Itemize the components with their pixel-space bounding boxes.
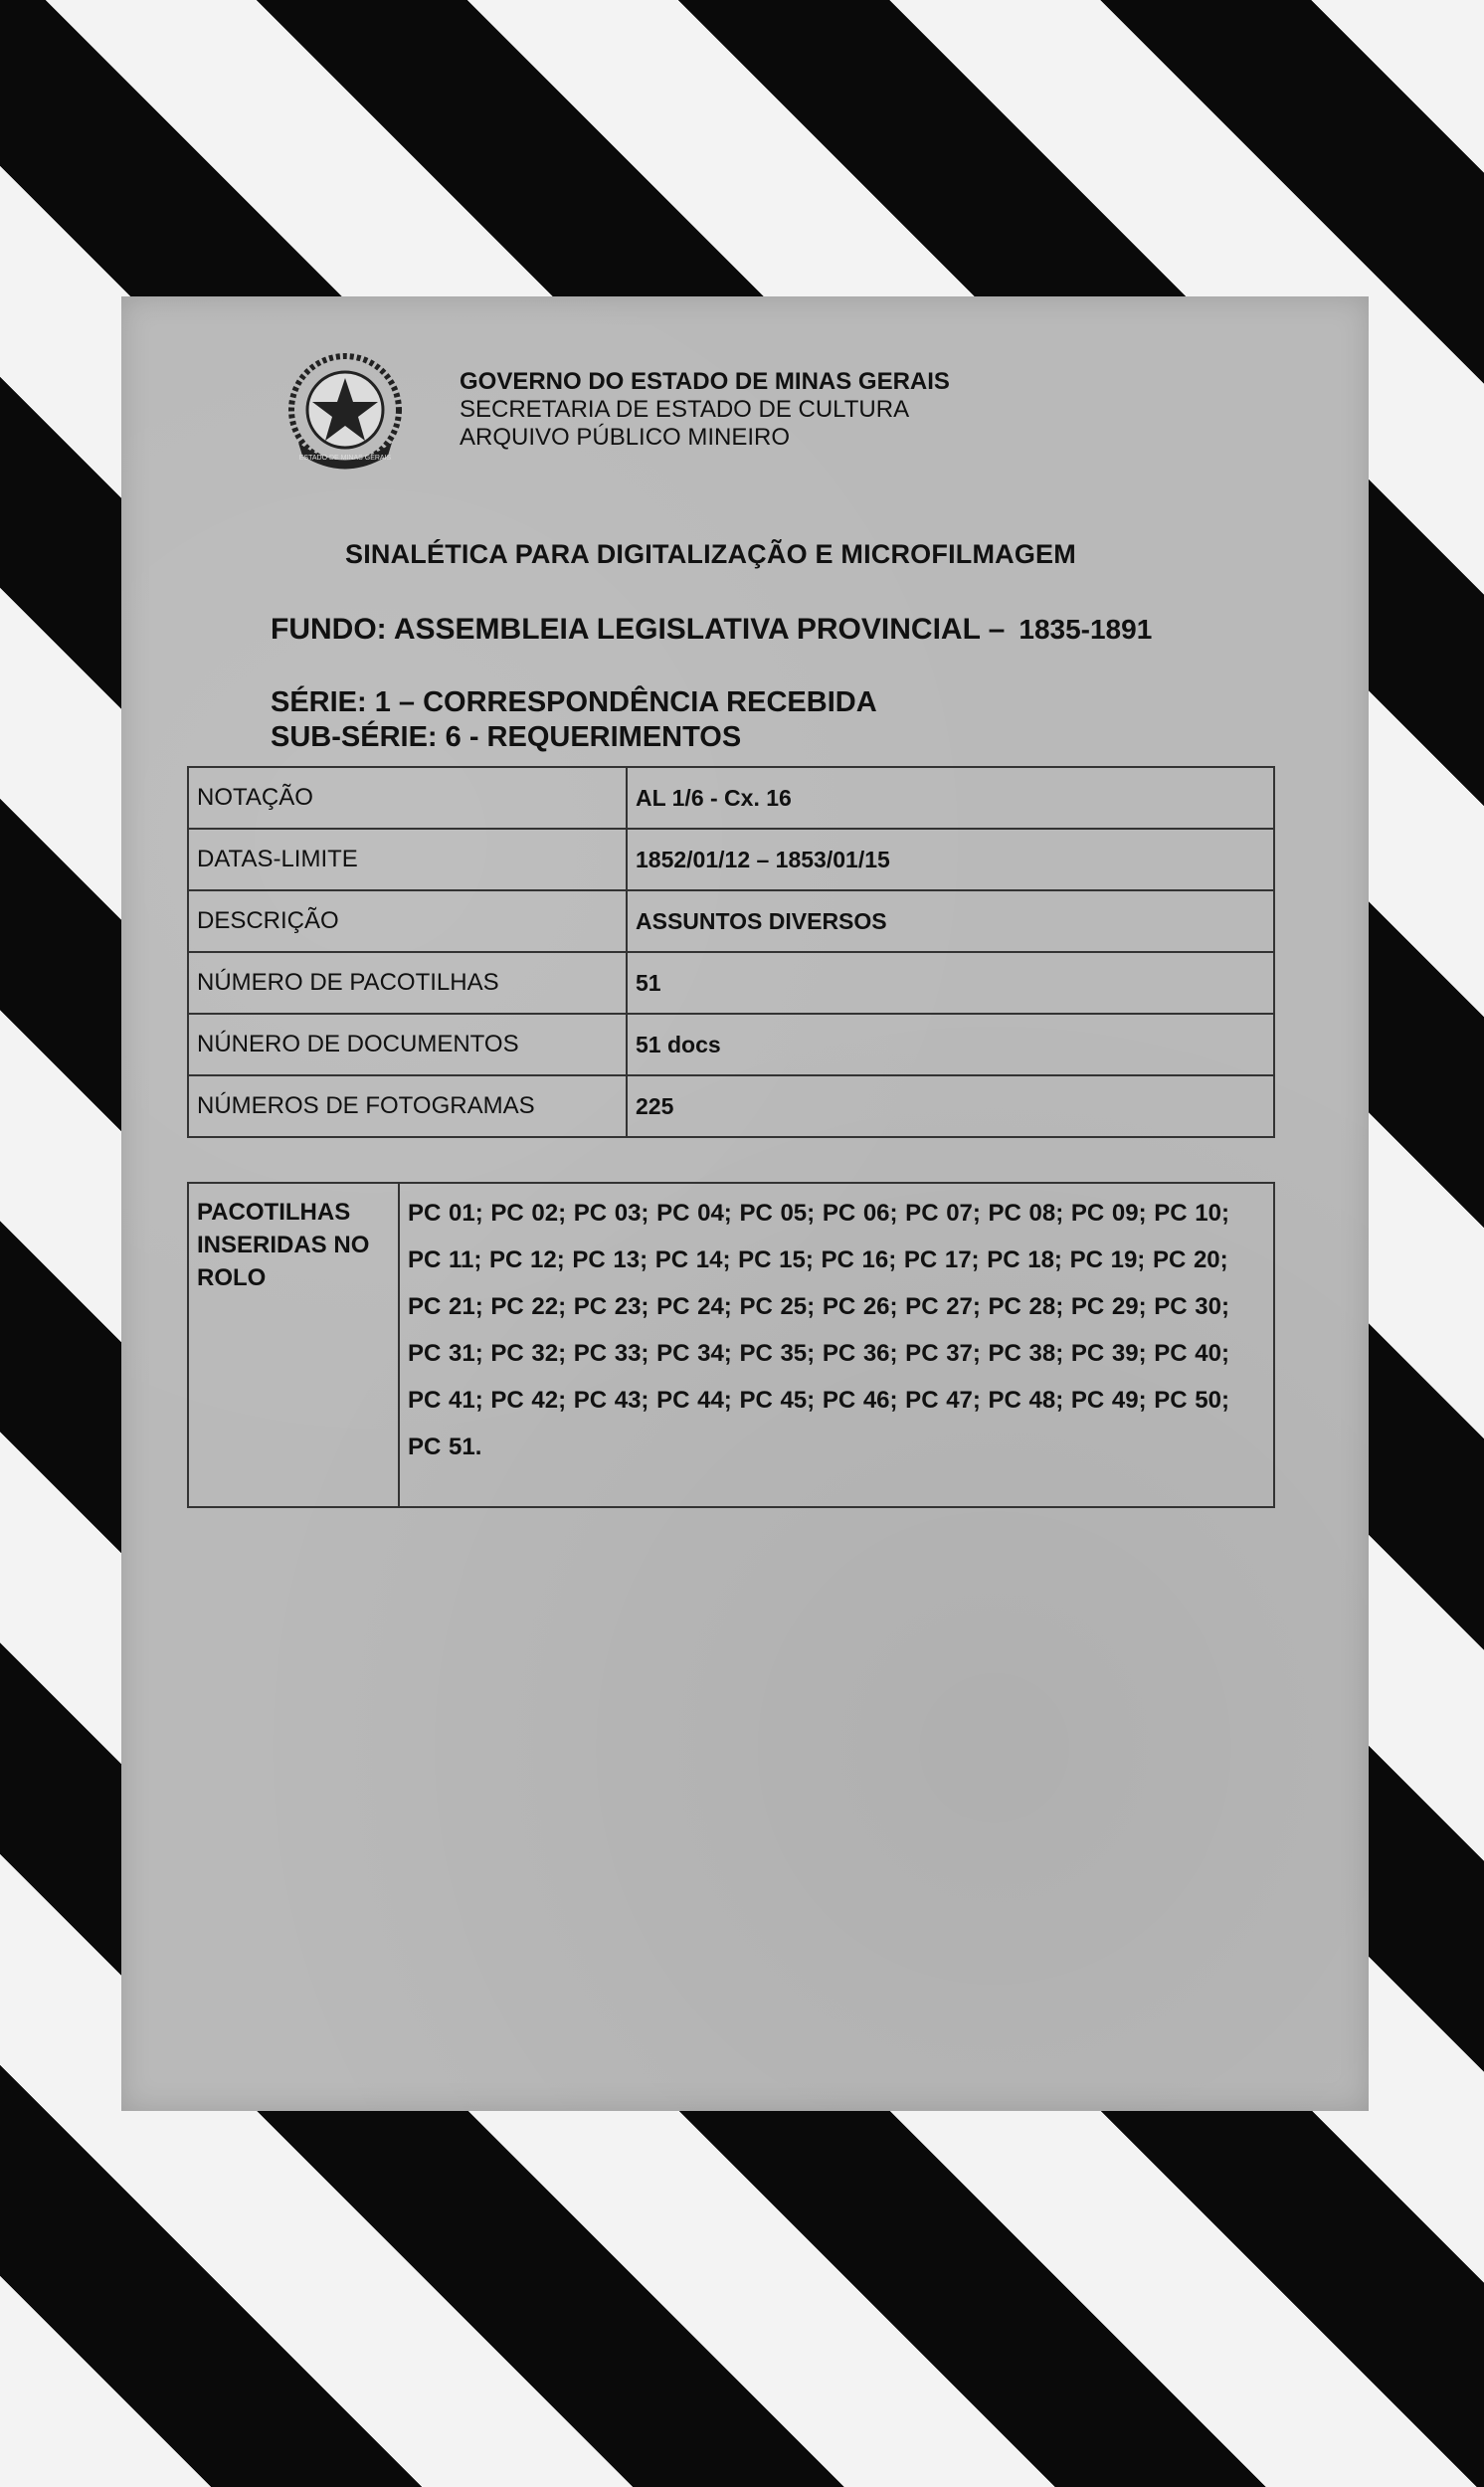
table-row	[188, 829, 1274, 890]
seal-text: ESTADO DE MINAS GERAIS	[298, 455, 392, 462]
table-row	[188, 767, 1274, 829]
notacao-label: NOTAÇÃO	[188, 767, 627, 829]
pacotilhas-table	[187, 1182, 1275, 1508]
pacotilhas-label	[188, 1183, 399, 1507]
institution-header	[460, 368, 950, 452]
descricao-label: DESCRIÇÃO	[188, 890, 627, 952]
pacotilhas-line: PC 41; PC 42; PC 43; PC 44; PC 45; PC 46; PC 47; PC 48; PC 49; PC 50;	[408, 1387, 1229, 1414]
header-line-archive: ARQUIVO PÚBLICO MINEIRO	[460, 424, 791, 451]
pacotilhas-label-line: ROLO	[197, 1264, 267, 1291]
pacotilhas-list	[399, 1183, 1274, 1507]
pacotilhas-line: PC 31; PC 32; PC 33; PC 34; PC 35; PC 36; PC 37; PC 38; PC 39; PC 40;	[408, 1340, 1229, 1367]
fundo-years: 1835-1891	[1019, 614, 1153, 645]
table-row	[188, 1075, 1274, 1137]
numero-fotogramas-value: 225	[627, 1075, 1274, 1137]
serie-line: SÉRIE: 1 – CORRESPONDÊNCIA RECEBIDA	[271, 686, 877, 718]
numero-documentos-value: 51 docs	[627, 1014, 1274, 1075]
metadata-table	[187, 766, 1275, 1138]
numero-pacotilhas-value: 51	[627, 952, 1274, 1014]
header-line-secretariat: SECRETARIA DE ESTADO DE CULTURA	[460, 396, 910, 423]
notacao-value: AL 1/6 - Cx. 16	[627, 767, 1274, 829]
numero-documentos-label: NÚNERO DE DOCUMENTOS	[188, 1014, 627, 1075]
document-card	[121, 296, 1369, 2111]
numero-fotogramas-label: NÚMEROS DE FOTOGRAMAS	[188, 1075, 627, 1137]
table-row	[188, 1183, 1274, 1507]
document-title: SINALÉTICA PARA DIGITALIZAÇÃO E MICROFILMAGEM	[345, 539, 1076, 569]
subserie-line: SUB-SÉRIE: 6 - REQUERIMENTOS	[271, 721, 742, 753]
fundo-line	[271, 613, 1152, 647]
numero-pacotilhas-label: NÚMERO DE PACOTILHAS	[188, 952, 627, 1014]
table-row	[188, 890, 1274, 952]
header-line-government: GOVERNO DO ESTADO DE MINAS GERAIS	[460, 368, 950, 395]
datas-limite-value: 1852/01/12 – 1853/01/15	[627, 829, 1274, 890]
pacotilhas-line: PC 01; PC 02; PC 03; PC 04; PC 05; PC 06; PC 07; PC 08; PC 09; PC 10;	[408, 1200, 1229, 1227]
pacotilhas-line: PC 11; PC 12; PC 13; PC 14; PC 15; PC 16; PC 17; PC 18; PC 19; PC 20;	[408, 1246, 1228, 1273]
pacotilhas-label-line: PACOTILHAS	[197, 1199, 351, 1226]
descricao-value: ASSUNTOS DIVERSOS	[627, 890, 1274, 952]
pacotilhas-line: PC 21; PC 22; PC 23; PC 24; PC 25; PC 26; PC 27; PC 28; PC 29; PC 30;	[408, 1293, 1229, 1320]
datas-limite-label: DATAS-LIMITE	[188, 829, 627, 890]
pacotilhas-line: PC 51.	[408, 1434, 482, 1460]
pacotilhas-label-line: INSERIDAS NO	[197, 1232, 370, 1258]
state-seal-logo	[280, 348, 410, 478]
table-row	[188, 1014, 1274, 1075]
fundo-label: FUNDO: ASSEMBLEIA LEGISLATIVA PROVINCIAL –	[271, 613, 1006, 646]
table-row	[188, 952, 1274, 1014]
